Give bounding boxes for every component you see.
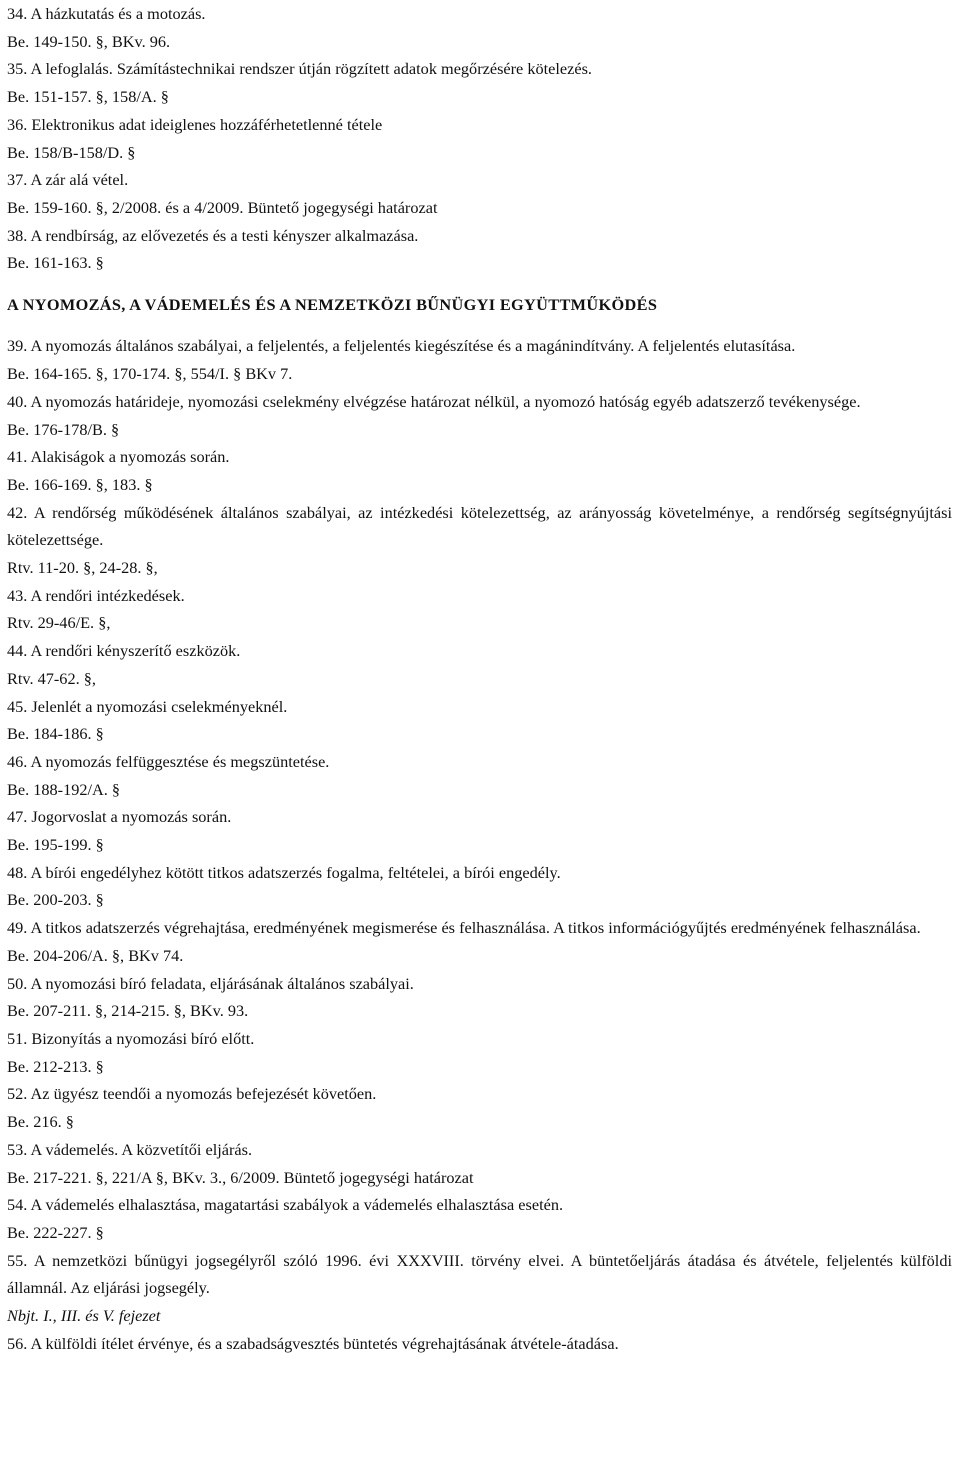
reference-line: Be. 161-163. §	[7, 253, 104, 273]
reference-line: Be. 149-150. §, BKv. 96.	[7, 31, 171, 51]
topic-line: 44. A rendőri kényszerítő eszközök.	[7, 641, 241, 661]
topic-line: 49. A titkos adatszerzés végrehajtása, eredményének megismerése és felhasználása. A titkos információgyűjtés eredményének felhasználása.	[7, 918, 921, 938]
reference-line: Be. 216. §	[7, 1112, 74, 1132]
topic-line: 46. A nyomozás felfüggesztése és megszüntetése.	[7, 751, 330, 771]
topic-line: 45. Jelenlét a nyomozási cselekményeknél.	[7, 696, 288, 716]
topic-line: 50. A nyomozási bíró feladata, eljárásának általános szabályai.	[7, 973, 414, 993]
reference-line: Be. 176-178/B. §	[7, 419, 120, 439]
topic-line: 48. A bírói engedélyhez kötött titkos adatszerzés fogalma, feltételei, a bírói engedély.	[7, 862, 561, 882]
reference-line: Be. 204-206/A. §, BKv 74.	[7, 945, 184, 965]
topic-line: 38. A rendbírság, az elővezetés és a testi kényszer alkalmazása.	[7, 225, 419, 245]
topic-line: 34. A házkutatás és a motozás.	[7, 4, 206, 23]
reference-line: Be. 212-213. §	[7, 1056, 104, 1076]
reference-line: Be. 222-227. §	[7, 1222, 104, 1242]
reference-line: Rtv. 47-62. §,	[7, 668, 96, 688]
reference-line: Be. 166-169. §, 183. §	[7, 474, 153, 494]
section-heading: A NYOMOZÁS, A VÁDEMELÉS ÉS A NEMZETKÖZI BŰNÜGYI EGYÜTTMŰKÖDÉS	[7, 294, 658, 314]
topic-line: 42. A rendőrség működésének általános szabályai, az intézkedési kötelezettség, az arányosság követelménye, a rendőrség segítségnyújtási kötelezettsége.	[7, 502, 952, 550]
reference-line: Be. 188-192/A. §	[7, 779, 121, 799]
topic-line: 41. Alakiságok a nyomozás során.	[7, 447, 230, 467]
reference-line: Be. 207-211. §, 214-215. §, BKv. 93.	[7, 1001, 249, 1021]
topic-line: 37. A zár alá vétel.	[7, 170, 129, 190]
topic-line: 43. A rendőri intézkedések.	[7, 585, 185, 605]
reference-line: Be. 159-160. §, 2/2008. és a 4/2009. Büntető jogegységi határozat	[7, 197, 438, 217]
reference-line: Rtv. 29-46/E. §,	[7, 613, 111, 633]
reference-line: Be. 184-186. §	[7, 724, 104, 744]
reference-line: Be. 200-203. §	[7, 890, 104, 910]
topic-line: 47. Jogorvoslat a nyomozás során.	[7, 807, 232, 827]
reference-line: Be. 195-199. §	[7, 835, 104, 855]
reference-line: Rtv. 11-20. §, 24-28. §,	[7, 558, 158, 578]
topic-line: 35. A lefoglalás. Számítástechnikai rendszer útján rögzített adatok megőrzésére kötelezés.	[7, 59, 592, 79]
reference-line: Be. 151-157. §, 158/A. §	[7, 87, 169, 107]
reference-line: Nbjt. I., III. és V. fejezet	[7, 1306, 161, 1326]
topic-line: 54. A vádemelés elhalasztása, magatartási szabályok a vádemelés elhalasztása esetén.	[7, 1195, 564, 1215]
topic-line: 53. A vádemelés. A közvetítői eljárás.	[7, 1139, 253, 1159]
topic-line: 55. A nemzetközi bűnügyi jogsegélyről szóló 1996. évi XXXVIII. törvény elvei. A büntetőeljárás átadása és átvétele, feljelentés külföldi államnál. Az eljárási jogsegély.	[7, 1250, 952, 1298]
reference-line: Be. 158/B-158/D. §	[7, 142, 136, 162]
reference-line: Be. 164-165. §, 170-174. §, 554/I. § BKv 7.	[7, 364, 293, 384]
topic-line: 51. Bizonyítás a nyomozási bíró előtt.	[7, 1029, 255, 1048]
topic-line: 36. Elektronikus adat ideiglenes hozzáférhetetlenné tétele	[7, 114, 383, 134]
topic-line: 40. A nyomozás határideje, nyomozási cselekmény elvégzése határozat nélkül, a nyomozó hatóság egyéb adatszerző tevékenysége.	[7, 391, 861, 411]
topic-line: 39. A nyomozás általános szabályai, a feljelentés, a feljelentés kiegészítése és a magánindítvány. A feljelentés elutasítása.	[7, 336, 796, 356]
reference-line: Be. 217-221. §, 221/A §, BKv. 3., 6/2009. Büntető jogegységi határozat	[7, 1167, 474, 1187]
topic-line: 52. Az ügyész teendői a nyomozás befejezését követően.	[7, 1084, 377, 1104]
topic-line: 56. A külföldi ítélet érvénye, és a szabadságvesztés büntetés végrehajtásának átvétele-átadása.	[7, 1333, 619, 1353]
